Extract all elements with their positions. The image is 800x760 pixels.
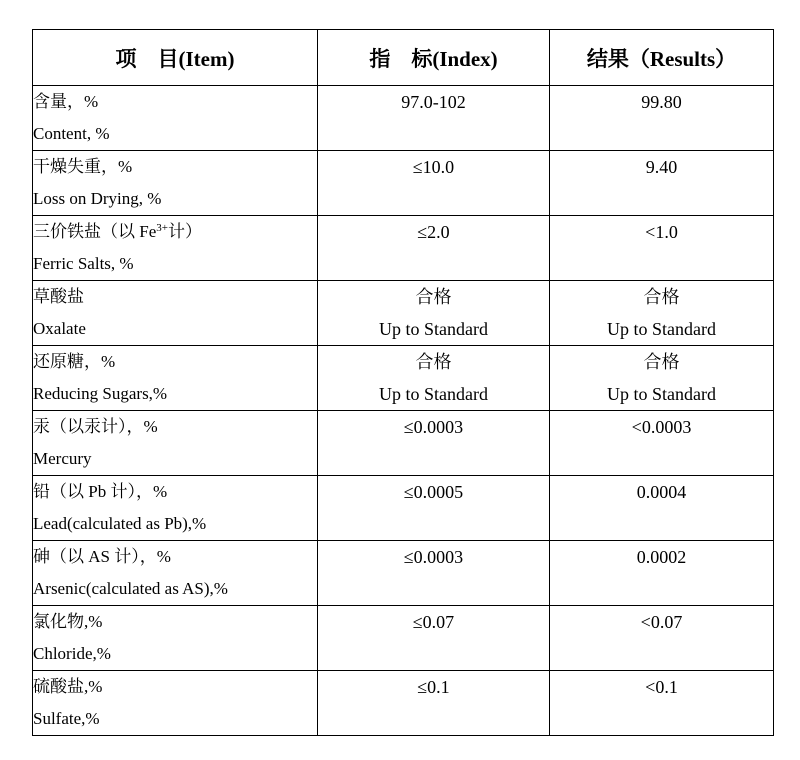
index-cell xyxy=(318,216,550,281)
result-cell xyxy=(550,671,774,736)
item-label-en: Loss on Drying, % xyxy=(33,189,162,208)
item-cell xyxy=(33,151,318,216)
index-cell xyxy=(318,86,550,151)
index-cell xyxy=(318,281,550,346)
table-row xyxy=(33,281,774,346)
result-value: 99.80 xyxy=(641,92,682,112)
index-value: ≤0.07 xyxy=(412,612,455,632)
item-label-cn: 硫酸盐,% xyxy=(33,677,103,696)
result-value: <0.1 xyxy=(645,677,678,697)
index-value-en: Up to Standard xyxy=(379,319,488,339)
item-label-cn: 还原糖，% xyxy=(33,352,116,371)
index-value: 97.0-102 xyxy=(401,92,466,112)
table-header-row xyxy=(33,30,774,86)
item-label-cn xyxy=(33,216,317,248)
item-label-cn: 氯化物,% xyxy=(33,612,103,631)
index-value: ≤10.0 xyxy=(412,157,455,177)
item-label-cn: 草酸盐 xyxy=(33,287,84,306)
item-label-cn: 汞（以汞计），% xyxy=(33,417,158,436)
index-cell xyxy=(318,411,550,476)
index-cell xyxy=(318,151,550,216)
index-cell xyxy=(318,671,550,736)
item-label-en: Chloride,% xyxy=(33,644,111,663)
item-label-en: Lead(calculated as Pb),% xyxy=(33,514,207,533)
specification-table xyxy=(32,29,774,736)
result-cell xyxy=(550,346,774,411)
result-value: 9.40 xyxy=(645,157,678,177)
index-value: ≤0.0005 xyxy=(403,482,464,502)
item-label-en: Mercury xyxy=(33,449,92,468)
table-row xyxy=(33,411,774,476)
result-cell xyxy=(550,281,774,346)
header-item: 项 目(Item) xyxy=(33,30,318,86)
item-label-en: Sulfate,% xyxy=(33,709,100,728)
index-value-cn: 合格 xyxy=(415,352,452,372)
item-cell xyxy=(33,86,318,151)
table-row xyxy=(33,476,774,541)
header-results: 结果（Results） xyxy=(550,30,774,86)
result-value: <0.07 xyxy=(640,612,683,632)
item-label-cn-superscript: 3+ xyxy=(156,222,168,234)
item-cell xyxy=(33,346,318,411)
result-value-cn: 合格 xyxy=(643,287,680,307)
item-cell xyxy=(33,281,318,346)
header-index: 指 标(Index) xyxy=(318,30,550,86)
item-label-cn: 砷（以 AS 计），% xyxy=(33,547,171,566)
table-row xyxy=(33,151,774,216)
item-label-en: Reducing Sugars,% xyxy=(33,384,168,403)
item-cell xyxy=(33,671,318,736)
item-label-en: Ferric Salts, % xyxy=(33,254,134,273)
index-value-cn: 合格 xyxy=(415,287,452,307)
item-label-cn: 含量，% xyxy=(33,92,99,111)
item-cell xyxy=(33,541,318,606)
result-cell xyxy=(550,476,774,541)
item-label-cn-prefix: 三价铁盐（以 Fe xyxy=(33,222,157,241)
result-cell xyxy=(550,216,774,281)
result-value: 0.0002 xyxy=(636,547,687,567)
result-value-en: Up to Standard xyxy=(607,384,716,404)
result-value-en: Up to Standard xyxy=(607,319,716,339)
result-cell xyxy=(550,606,774,671)
index-value: ≤0.1 xyxy=(417,677,450,697)
table-row xyxy=(33,86,774,151)
result-value-cn: 合格 xyxy=(643,352,680,372)
table-row xyxy=(33,671,774,736)
index-value: ≤0.0003 xyxy=(403,547,464,567)
item-cell xyxy=(33,606,318,671)
index-value: ≤0.0003 xyxy=(403,417,464,437)
index-value: ≤2.0 xyxy=(417,222,450,242)
result-cell xyxy=(550,541,774,606)
index-cell xyxy=(318,476,550,541)
item-label-en: Arsenic(calculated as AS),% xyxy=(33,579,228,598)
result-cell xyxy=(550,86,774,151)
result-cell xyxy=(550,411,774,476)
table-row xyxy=(33,541,774,606)
table-row xyxy=(33,346,774,411)
item-label-en: Oxalate xyxy=(33,319,86,338)
item-cell xyxy=(33,476,318,541)
index-value-en: Up to Standard xyxy=(379,384,488,404)
item-label-en: Content, % xyxy=(33,124,110,143)
item-cell xyxy=(33,216,318,281)
item-label-cn: 干燥失重，% xyxy=(33,157,133,176)
table-row xyxy=(33,606,774,671)
item-label-cn: 铅（以 Pb 计），% xyxy=(33,482,168,501)
table-row xyxy=(33,216,774,281)
index-cell xyxy=(318,606,550,671)
result-value: <0.0003 xyxy=(631,417,692,437)
index-cell xyxy=(318,346,550,411)
result-cell xyxy=(550,151,774,216)
result-value: 0.0004 xyxy=(636,482,687,502)
index-cell xyxy=(318,541,550,606)
result-value: <1.0 xyxy=(645,222,678,242)
item-cell xyxy=(33,411,318,476)
item-label-cn-suffix: 计） xyxy=(167,222,202,241)
